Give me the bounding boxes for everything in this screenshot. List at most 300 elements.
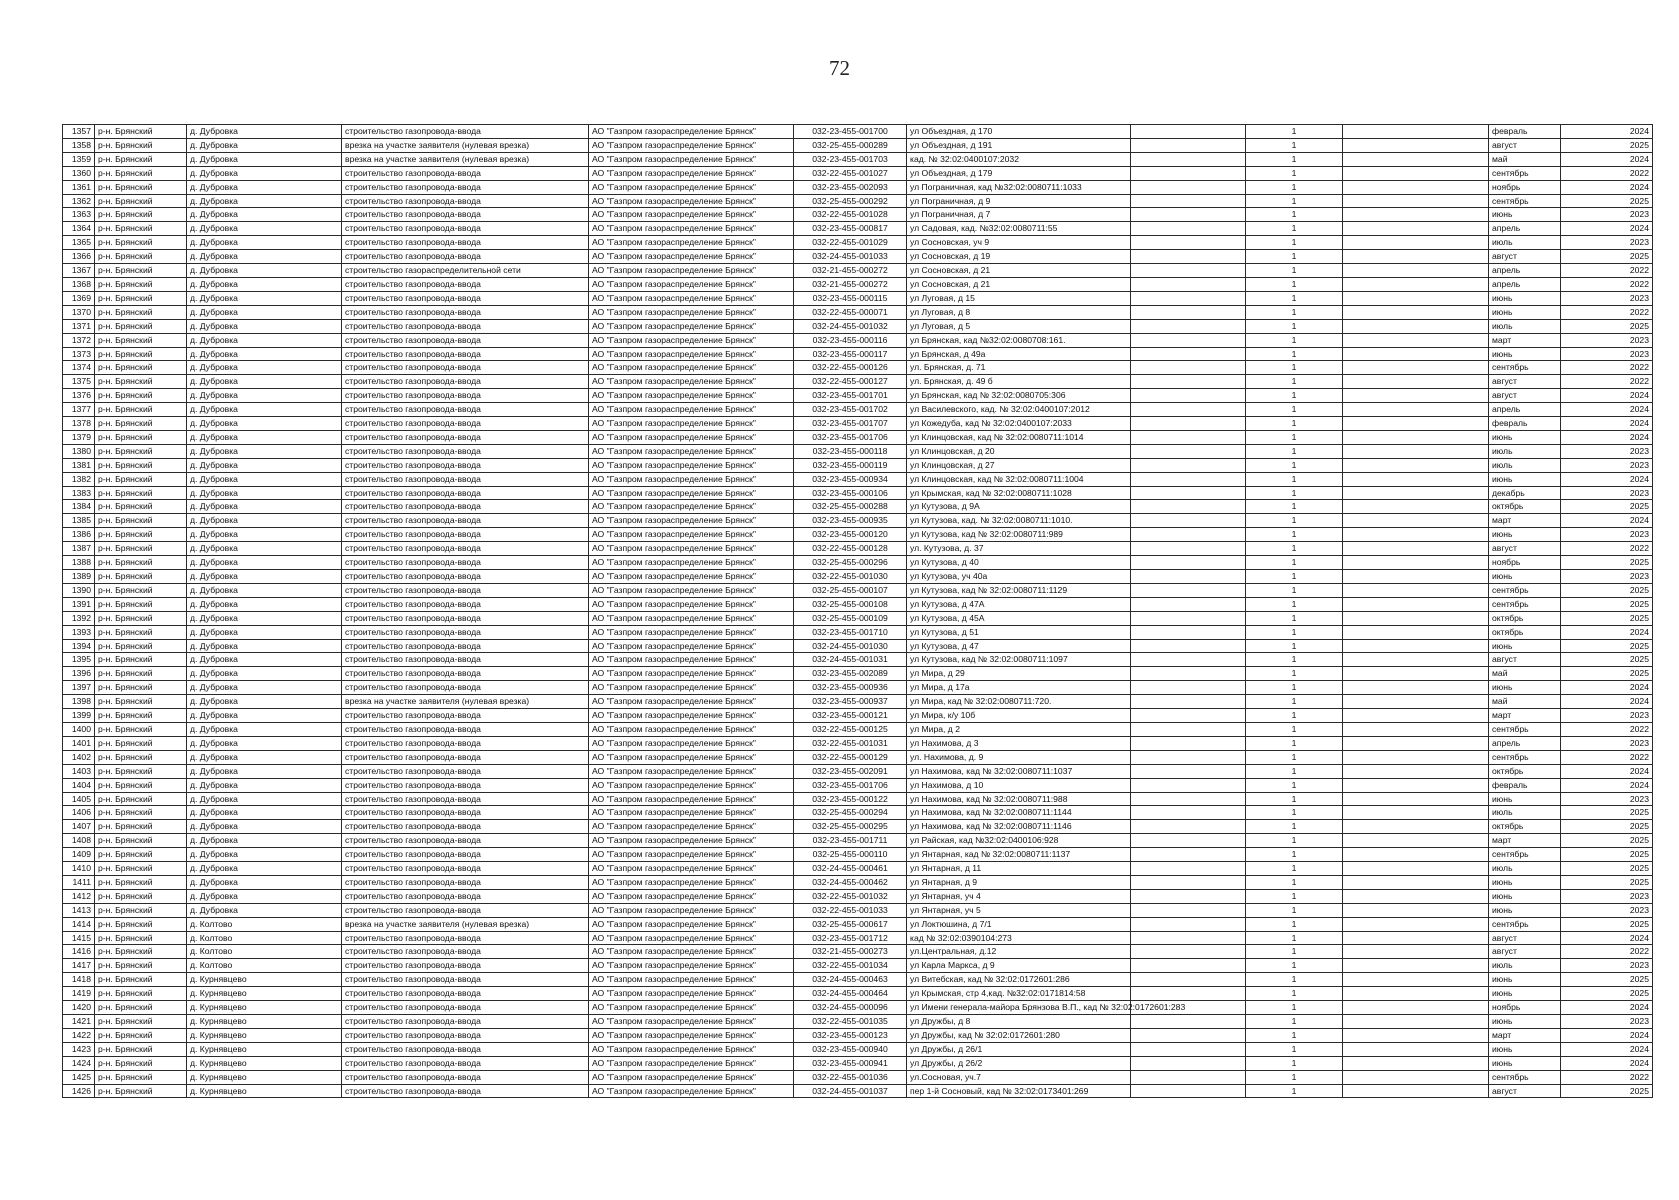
application-number-cell: 032-23-455-000936 [794,681,907,695]
month-cell: июнь [1489,347,1561,361]
district-cell: р-н. Брянский [95,1015,187,1029]
month-cell: июнь [1489,570,1561,584]
blank-cell-2 [1343,570,1489,584]
settlement-cell: д. Дубровка [187,264,342,278]
work-type-cell: строительство газопровода-ввода [342,973,589,987]
month-cell: июнь [1489,639,1561,653]
work-type-cell: строительство газопровода-ввода [342,389,589,403]
month-cell: октябрь [1489,820,1561,834]
settlement-cell: д. Дубровка [187,889,342,903]
application-number-cell: 032-25-455-000295 [794,820,907,834]
organization-cell: АО "Газпром газораспределение Брянск" [589,319,794,333]
district-cell: р-н. Брянский [95,597,187,611]
address-cell: ул Клинцовская, кад № 32:02:0080711:1004 [907,472,1131,486]
work-type-cell: строительство газопровода-ввода [342,361,589,375]
organization-cell: АО "Газпром газораспределение Брянск" [589,778,794,792]
blank-cell-2 [1343,945,1489,959]
organization-cell: АО "Газпром газораспределение Брянск" [589,959,794,973]
blank-cell-2 [1343,472,1489,486]
blank-cell-2 [1343,597,1489,611]
organization-cell: АО "Газпром газораспределение Брянск" [589,1084,794,1098]
row-number: 1398 [63,695,95,709]
table-row [63,291,1653,305]
address-cell: ул Витебская, кад № 32:02:0172601:286 [907,973,1131,987]
blank-cell-2 [1343,903,1489,917]
work-type-cell: строительство газопровода-ввода [342,222,589,236]
blank-cell-1 [1131,305,1246,319]
quantity-cell: 1 [1246,1042,1343,1056]
blank-cell-1 [1131,667,1246,681]
month-cell: февраль [1489,778,1561,792]
table-row [63,444,1653,458]
organization-cell: АО "Газпром газораспределение Брянск" [589,792,794,806]
application-number-cell: 032-22-455-000071 [794,305,907,319]
application-number-cell: 032-23-455-000122 [794,792,907,806]
blank-cell-1 [1131,236,1246,250]
month-cell: июль [1489,862,1561,876]
quantity-cell: 1 [1246,625,1343,639]
quantity-cell: 1 [1246,152,1343,166]
blank-cell-1 [1131,806,1246,820]
district-cell: р-н. Брянский [95,806,187,820]
blank-cell-2 [1343,931,1489,945]
blank-cell-2 [1343,764,1489,778]
blank-cell-2 [1343,695,1489,709]
settlement-cell: д. Дубровка [187,556,342,570]
district-cell: р-н. Брянский [95,500,187,514]
application-number-cell: 032-23-455-001703 [794,152,907,166]
row-number: 1422 [63,1028,95,1042]
organization-cell: АО "Газпром газораспределение Брянск" [589,987,794,1001]
district-cell: р-н. Брянский [95,305,187,319]
application-number-cell: 032-23-455-002093 [794,180,907,194]
year-cell: 2024 [1561,1028,1653,1042]
table-row [63,152,1653,166]
address-cell: ул Дружбы, д 26/1 [907,1042,1131,1056]
year-cell: 2023 [1561,291,1653,305]
blank-cell-1 [1131,792,1246,806]
quantity-cell: 1 [1246,639,1343,653]
district-cell: р-н. Брянский [95,264,187,278]
blank-cell-1 [1131,959,1246,973]
row-number: 1380 [63,444,95,458]
settlement-cell: д. Дубровка [187,778,342,792]
table-row [63,486,1653,500]
blank-cell-1 [1131,361,1246,375]
year-cell: 2022 [1561,750,1653,764]
blank-cell-1 [1131,695,1246,709]
organization-cell: АО "Газпром газораспределение Брянск" [589,486,794,500]
organization-cell: АО "Газпром газораспределение Брянск" [589,709,794,723]
work-type-cell: строительство газопровода-ввода [342,848,589,862]
settlement-cell: д. Дубровка [187,291,342,305]
table-row [63,403,1653,417]
blank-cell-1 [1131,1084,1246,1098]
table-row [63,125,1653,139]
settlement-cell: д. Курнявцево [187,1084,342,1098]
blank-cell-1 [1131,639,1246,653]
blank-cell-2 [1343,361,1489,375]
blank-cell-1 [1131,264,1246,278]
blank-cell-1 [1131,194,1246,208]
table-row [63,250,1653,264]
year-cell: 2023 [1561,570,1653,584]
blank-cell-2 [1343,917,1489,931]
application-number-cell: 032-23-455-000817 [794,222,907,236]
organization-cell: АО "Газпром газораспределение Брянск" [589,180,794,194]
month-cell: апрель [1489,403,1561,417]
table-row [63,514,1653,528]
work-type-cell: строительство газопровода-ввода [342,903,589,917]
address-cell: ул Крымская, кад № 32:02:0080711:1028 [907,486,1131,500]
blank-cell-2 [1343,264,1489,278]
address-cell: ул. Брянская, д. 49 б [907,375,1131,389]
quantity-cell: 1 [1246,764,1343,778]
settlement-cell: д. Дубровка [187,722,342,736]
address-cell: ул Кутузова, д 9А [907,500,1131,514]
year-cell: 2024 [1561,1056,1653,1070]
blank-cell-2 [1343,709,1489,723]
address-cell: ул Дружбы, д 26/2 [907,1056,1131,1070]
work-type-cell: строительство газопровода-ввода [342,1084,589,1098]
blank-cell-2 [1343,611,1489,625]
settlement-cell: д. Дубровка [187,277,342,291]
year-cell: 2023 [1561,792,1653,806]
month-cell: август [1489,1084,1561,1098]
district-cell: р-н. Брянский [95,973,187,987]
quantity-cell: 1 [1246,264,1343,278]
row-number: 1386 [63,528,95,542]
month-cell: июль [1489,806,1561,820]
blank-cell-2 [1343,806,1489,820]
year-cell: 2022 [1561,305,1653,319]
work-type-cell: строительство газопровода-ввода [342,778,589,792]
row-number: 1421 [63,1015,95,1029]
month-cell: июль [1489,236,1561,250]
settlement-cell: д. Курнявцево [187,1056,342,1070]
district-cell: р-н. Брянский [95,889,187,903]
row-number: 1411 [63,875,95,889]
year-cell: 2024 [1561,1001,1653,1015]
blank-cell-2 [1343,875,1489,889]
table-row [63,931,1653,945]
district-cell: р-н. Брянский [95,931,187,945]
row-number: 1396 [63,667,95,681]
address-cell: ул Брянская, кад №32:02:0080708:161. [907,333,1131,347]
district-cell: р-н. Брянский [95,514,187,528]
row-number: 1373 [63,347,95,361]
row-number: 1359 [63,152,95,166]
settlement-cell: д. Курнявцево [187,1028,342,1042]
settlement-cell: д. Курнявцево [187,1070,342,1084]
month-cell: август [1489,138,1561,152]
year-cell: 2023 [1561,1015,1653,1029]
address-cell: ул Янтарная, д 11 [907,862,1131,876]
work-type-cell: строительство газопровода-ввода [342,611,589,625]
work-type-cell: строительство газопровода-ввода [342,333,589,347]
settlement-cell: д. Дубровка [187,875,342,889]
table-row [63,583,1653,597]
row-number: 1425 [63,1070,95,1084]
year-cell: 2025 [1561,834,1653,848]
application-number-cell: 032-22-455-001033 [794,903,907,917]
blank-cell-1 [1131,347,1246,361]
work-type-cell: врезка на участке заявителя (нулевая врезка) [342,152,589,166]
organization-cell: АО "Газпром газораспределение Брянск" [589,389,794,403]
month-cell: март [1489,1028,1561,1042]
blank-cell-1 [1131,430,1246,444]
row-number: 1420 [63,1001,95,1015]
application-number-cell: 032-24-455-001037 [794,1084,907,1098]
district-cell: р-н. Брянский [95,389,187,403]
row-number: 1366 [63,250,95,264]
data-table-container [62,124,1652,1098]
work-type-cell: строительство газопровода-ввода [342,639,589,653]
work-type-cell: строительство газопровода-ввода [342,180,589,194]
district-cell: р-н. Брянский [95,152,187,166]
address-cell: ул Брянская, кад № 32:02:0080705:306 [907,389,1131,403]
quantity-cell: 1 [1246,138,1343,152]
blank-cell-1 [1131,1070,1246,1084]
table-row [63,1015,1653,1029]
organization-cell: АО "Газпром газораспределение Брянск" [589,764,794,778]
application-number-cell: 032-22-455-000127 [794,375,907,389]
row-number: 1367 [63,264,95,278]
blank-cell-1 [1131,333,1246,347]
district-cell: р-н. Брянский [95,403,187,417]
table-row [63,987,1653,1001]
organization-cell: АО "Газпром газораспределение Брянск" [589,931,794,945]
blank-cell-1 [1131,125,1246,139]
row-number: 1402 [63,750,95,764]
work-type-cell: строительство газопровода-ввода [342,125,589,139]
work-type-cell: строительство газопровода-ввода [342,764,589,778]
table-row [63,639,1653,653]
blank-cell-1 [1131,862,1246,876]
table-row [63,180,1653,194]
year-cell: 2023 [1561,528,1653,542]
year-cell: 2023 [1561,208,1653,222]
application-number-cell: 032-23-455-001706 [794,430,907,444]
table-row [63,500,1653,514]
row-number: 1382 [63,472,95,486]
quantity-cell: 1 [1246,500,1343,514]
settlement-cell: д. Дубровка [187,375,342,389]
district-cell: р-н. Брянский [95,959,187,973]
application-number-cell: 032-21-455-000272 [794,264,907,278]
address-cell: ул Объездная, д 191 [907,138,1131,152]
address-cell: ул Кутузова, кад № 32:02:0080711:989 [907,528,1131,542]
organization-cell: АО "Газпром газораспределение Брянск" [589,361,794,375]
blank-cell-1 [1131,903,1246,917]
settlement-cell: д. Дубровка [187,138,342,152]
organization-cell: АО "Газпром газораспределение Брянск" [589,305,794,319]
settlement-cell: д. Дубровка [187,305,342,319]
blank-cell-1 [1131,542,1246,556]
table-row [63,347,1653,361]
quantity-cell: 1 [1246,319,1343,333]
district-cell: р-н. Брянский [95,987,187,1001]
year-cell: 2023 [1561,709,1653,723]
settlement-cell: д. Дубровка [187,625,342,639]
quantity-cell: 1 [1246,236,1343,250]
blank-cell-1 [1131,875,1246,889]
organization-cell: АО "Газпром газораспределение Брянск" [589,444,794,458]
district-cell: р-н. Брянский [95,917,187,931]
year-cell: 2023 [1561,903,1653,917]
month-cell: июль [1489,444,1561,458]
table-row [63,862,1653,876]
blank-cell-1 [1131,500,1246,514]
blank-cell-1 [1131,444,1246,458]
table-row [63,820,1653,834]
table-row [63,264,1653,278]
row-number: 1377 [63,403,95,417]
table-row [63,973,1653,987]
settlement-cell: д. Дубровка [187,166,342,180]
year-cell: 2024 [1561,472,1653,486]
organization-cell: АО "Газпром газораспределение Брянск" [589,430,794,444]
blank-cell-2 [1343,1056,1489,1070]
row-number: 1384 [63,500,95,514]
blank-cell-2 [1343,583,1489,597]
settlement-cell: д. Дубровка [187,333,342,347]
organization-cell: АО "Газпром газораспределение Брянск" [589,889,794,903]
row-number: 1370 [63,305,95,319]
district-cell: р-н. Брянский [95,834,187,848]
blank-cell-1 [1131,1015,1246,1029]
organization-cell: АО "Газпром газораспределение Брянск" [589,583,794,597]
address-cell: ул Янтарная, кад № 32:02:0080711:1137 [907,848,1131,862]
district-cell: р-н. Брянский [95,639,187,653]
district-cell: р-н. Брянский [95,444,187,458]
blank-cell-1 [1131,417,1246,431]
blank-cell-1 [1131,319,1246,333]
organization-cell: АО "Газпром газораспределение Брянск" [589,236,794,250]
application-number-cell: 032-23-455-000119 [794,458,907,472]
address-cell: ул Кутузова, кад № 32:02:0080711:1129 [907,583,1131,597]
address-cell: ул Янтарная, д 9 [907,875,1131,889]
settlement-cell: д. Дубровка [187,583,342,597]
quantity-cell: 1 [1246,722,1343,736]
month-cell: сентябрь [1489,722,1561,736]
district-cell: р-н. Брянский [95,375,187,389]
quantity-cell: 1 [1246,333,1343,347]
application-number-cell: 032-24-455-001033 [794,250,907,264]
row-number: 1404 [63,778,95,792]
settlement-cell: д. Дубровка [187,389,342,403]
work-type-cell: строительство газопровода-ввода [342,653,589,667]
month-cell: июнь [1489,208,1561,222]
blank-cell-2 [1343,778,1489,792]
month-cell: апрель [1489,222,1561,236]
blank-cell-1 [1131,250,1246,264]
address-cell: ул Кутузова, д 45А [907,611,1131,625]
blank-cell-1 [1131,1056,1246,1070]
district-cell: р-н. Брянский [95,194,187,208]
quantity-cell: 1 [1246,361,1343,375]
quantity-cell: 1 [1246,875,1343,889]
month-cell: август [1489,389,1561,403]
table-row [63,695,1653,709]
table-row [63,472,1653,486]
address-cell: ул Сосновская, д 21 [907,264,1131,278]
row-number: 1379 [63,430,95,444]
district-cell: р-н. Брянский [95,611,187,625]
table-row [63,528,1653,542]
month-cell: июль [1489,959,1561,973]
blank-cell-2 [1343,430,1489,444]
quantity-cell: 1 [1246,194,1343,208]
application-number-cell: 032-23-455-002089 [794,667,907,681]
address-cell: ул Кутузова, кад № 32:02:0080711:1097 [907,653,1131,667]
row-number: 1426 [63,1084,95,1098]
quantity-cell: 1 [1246,583,1343,597]
quantity-cell: 1 [1246,375,1343,389]
month-cell: июнь [1489,430,1561,444]
month-cell: июнь [1489,681,1561,695]
district-cell: р-н. Брянский [95,792,187,806]
year-cell: 2025 [1561,138,1653,152]
row-number: 1413 [63,903,95,917]
work-type-cell: строительство газопровода-ввода [342,375,589,389]
quantity-cell: 1 [1246,667,1343,681]
table-row [63,319,1653,333]
blank-cell-2 [1343,528,1489,542]
settlement-cell: д. Дубровка [187,152,342,166]
address-cell: кад. № 32:02:0400107:2032 [907,152,1131,166]
table-row [63,848,1653,862]
table-row [63,750,1653,764]
month-cell: август [1489,542,1561,556]
organization-cell: АО "Газпром газораспределение Брянск" [589,347,794,361]
year-cell: 2022 [1561,264,1653,278]
row-number: 1406 [63,806,95,820]
row-number: 1410 [63,862,95,876]
year-cell: 2025 [1561,639,1653,653]
quantity-cell: 1 [1246,528,1343,542]
blank-cell-2 [1343,375,1489,389]
address-cell: ул Садовая, кад. №32:02:0080711:55 [907,222,1131,236]
address-cell: ул Янтарная, уч 5 [907,903,1131,917]
district-cell: р-н. Брянский [95,250,187,264]
row-number: 1392 [63,611,95,625]
address-cell: ул Мира, к/у 10б [907,709,1131,723]
address-cell: ул Объездная, д 170 [907,125,1131,139]
organization-cell: АО "Газпром газораспределение Брянск" [589,403,794,417]
year-cell: 2025 [1561,319,1653,333]
quantity-cell: 1 [1246,570,1343,584]
table-row [63,277,1653,291]
blank-cell-2 [1343,639,1489,653]
blank-cell-2 [1343,347,1489,361]
settlement-cell: д. Дубровка [187,528,342,542]
district-cell: р-н. Брянский [95,528,187,542]
application-number-cell: 032-24-455-001032 [794,319,907,333]
organization-cell: АО "Газпром газораспределение Брянск" [589,681,794,695]
quantity-cell: 1 [1246,166,1343,180]
table-row [63,778,1653,792]
application-number-cell: 032-23-455-000106 [794,486,907,500]
organization-cell: АО "Газпром газораспределение Брянск" [589,1001,794,1015]
table-row [63,611,1653,625]
blank-cell-1 [1131,583,1246,597]
quantity-cell: 1 [1246,1001,1343,1015]
settlement-cell: д. Дубровка [187,667,342,681]
table-row [63,208,1653,222]
quantity-cell: 1 [1246,1015,1343,1029]
row-number: 1390 [63,583,95,597]
